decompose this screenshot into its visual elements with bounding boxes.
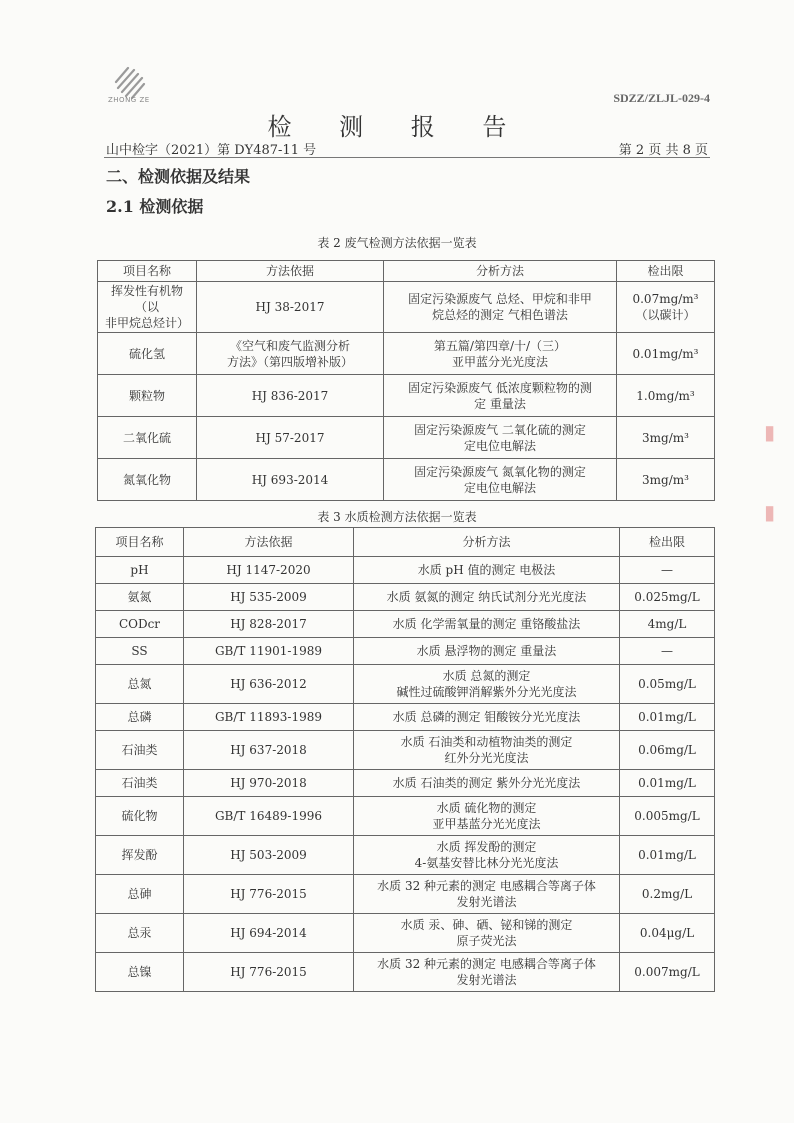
analysis-method-cell: 水质 悬浮物的测定 重量法: [354, 638, 620, 665]
item-name-cell: 硫化氢: [98, 333, 197, 375]
table-row: [96, 914, 715, 953]
table-row: [96, 953, 715, 992]
page-title: 检 测 报 告: [267, 113, 527, 141]
table-row: [98, 333, 715, 375]
table-header-row: [98, 261, 715, 282]
table-row: [96, 731, 715, 770]
table-row: [96, 665, 715, 704]
header-cell: 分析方法: [354, 528, 620, 557]
method-basis-cell: HJ 57-2017: [197, 417, 384, 459]
table-row: [96, 875, 715, 914]
method-basis-cell: HJ 776-2015: [184, 875, 354, 914]
detection-limit-cell: 1.0mg/m³: [617, 375, 715, 417]
detection-limit-cell: 0.06mg/L: [620, 731, 715, 770]
item-name-cell: pH: [96, 557, 184, 584]
analysis-method-cell: 水质 pH 值的测定 电极法: [354, 557, 620, 584]
method-basis-cell: HJ 828-2017: [184, 611, 354, 638]
table-row: [96, 638, 715, 665]
item-name-cell: 挥发酚: [96, 836, 184, 875]
table-header-row: [96, 528, 715, 557]
item-name-cell: 总砷: [96, 875, 184, 914]
method-basis-cell: HJ 535-2009: [184, 584, 354, 611]
table-caption-exhaust: 表 2 废气检测方法依据一览表: [317, 236, 477, 250]
analysis-method-cell: 固定污染源废气 二氧化硫的测定 定电位电解法: [384, 417, 617, 459]
table-row: [98, 417, 715, 459]
report-number: 山中检字（2021）第 DY487-11 号: [106, 143, 317, 158]
detection-limit-cell: —: [620, 557, 715, 584]
analysis-method-cell: 水质 挥发酚的测定 4-氨基安替比林分光光度法: [354, 836, 620, 875]
detection-limit-cell: 0.007mg/L: [620, 953, 715, 992]
analysis-method-cell: 水质 石油类和动植物油类的测定 红外分光光度法: [354, 731, 620, 770]
method-basis-cell: GB/T 11893-1989: [184, 704, 354, 731]
header-cell: 方法依据: [197, 261, 384, 282]
item-name-cell: 总磷: [96, 704, 184, 731]
detection-limit-cell: 0.01mg/m³: [617, 333, 715, 375]
analysis-method-cell: 水质 石油类的测定 紫外分光光度法: [354, 770, 620, 797]
method-basis-cell: HJ 776-2015: [184, 953, 354, 992]
method-basis-cell: HJ 836-2017: [197, 375, 384, 417]
document-code: SDZZ/ZLJL-029-4: [613, 91, 710, 105]
table-row: [96, 557, 715, 584]
analysis-method-cell: 水质 汞、砷、硒、铋和锑的测定 原子荧光法: [354, 914, 620, 953]
table-row: [96, 797, 715, 836]
seal-stamp-fragment: ▮: [764, 420, 776, 444]
item-name-cell: 总氮: [96, 665, 184, 704]
table-caption-water: 表 3 水质检测方法依据一览表: [317, 510, 477, 524]
water-quality-method-table: [95, 527, 715, 992]
analysis-method-cell: 固定污染源废气 氮氧化物的测定 定电位电解法: [384, 459, 617, 501]
detection-limit-cell: 0.05mg/L: [620, 665, 715, 704]
detection-limit-cell: 0.04μg/L: [620, 914, 715, 953]
method-basis-cell: HJ 970-2018: [184, 770, 354, 797]
table-row: [96, 704, 715, 731]
analysis-method-cell: 水质 总氮的测定 碱性过硫酸钾消解紫外分光光度法: [354, 665, 620, 704]
item-name-cell: CODcr: [96, 611, 184, 638]
table-row: [96, 611, 715, 638]
method-basis-cell: GB/T 16489-1996: [184, 797, 354, 836]
item-name-cell: 颗粒物: [98, 375, 197, 417]
method-basis-cell: HJ 1147-2020: [184, 557, 354, 584]
analysis-method-cell: 水质 化学需氧量的测定 重铬酸盐法: [354, 611, 620, 638]
detection-limit-cell: 0.01mg/L: [620, 770, 715, 797]
detection-limit-cell: 4mg/L: [620, 611, 715, 638]
item-name-cell: 总镍: [96, 953, 184, 992]
analysis-method-cell: 水质 32 种元素的测定 电感耦合等离子体 发射光谱法: [354, 953, 620, 992]
table-row: [96, 770, 715, 797]
table-row: [98, 282, 715, 333]
analysis-method-cell: 第五篇/第四章/十/（三） 亚甲蓝分光光度法: [384, 333, 617, 375]
table-row: [96, 584, 715, 611]
subsection-heading: 2.1 检测依据: [106, 197, 204, 216]
table-row: [98, 375, 715, 417]
item-name-cell: 总汞: [96, 914, 184, 953]
item-name-cell: 二氧化硫: [98, 417, 197, 459]
item-name-cell: 硫化物: [96, 797, 184, 836]
header-cell: 检出限: [620, 528, 715, 557]
detection-limit-cell: 0.01mg/L: [620, 704, 715, 731]
analysis-method-cell: 水质 硫化物的测定 亚甲基蓝分光光度法: [354, 797, 620, 836]
method-basis-cell: GB/T 11901-1989: [184, 638, 354, 665]
header-cell: 检出限: [617, 261, 715, 282]
detection-limit-cell: 0.025mg/L: [620, 584, 715, 611]
method-basis-cell: 《空气和废气监测分析 方法》（第四版增补版）: [197, 333, 384, 375]
seal-stamp-fragment: ▮: [764, 500, 776, 524]
method-basis-cell: HJ 693-2014: [197, 459, 384, 501]
method-basis-cell: HJ 503-2009: [184, 836, 354, 875]
logo-text: ZHONG ZE: [108, 96, 150, 104]
analysis-method-cell: 固定污染源废气 低浓度颗粒物的测 定 重量法: [384, 375, 617, 417]
detection-limit-cell: 0.005mg/L: [620, 797, 715, 836]
analysis-method-cell: 水质 32 种元素的测定 电感耦合等离子体 发射光谱法: [354, 875, 620, 914]
item-name-cell: 石油类: [96, 731, 184, 770]
method-basis-cell: HJ 694-2014: [184, 914, 354, 953]
detection-limit-cell: 3mg/m³: [617, 459, 715, 501]
item-name-cell: SS: [96, 638, 184, 665]
header-cell: 分析方法: [384, 261, 617, 282]
detection-limit-cell: 3mg/m³: [617, 417, 715, 459]
table-row: [98, 459, 715, 501]
header-cell: 方法依据: [184, 528, 354, 557]
table-row: [96, 836, 715, 875]
method-basis-cell: HJ 637-2018: [184, 731, 354, 770]
method-basis-cell: HJ 38-2017: [197, 282, 384, 333]
method-basis-cell: HJ 636-2012: [184, 665, 354, 704]
page-number: 第 2 页 共 8 页: [618, 143, 708, 158]
header-cell: 项目名称: [96, 528, 184, 557]
section-heading: 二、检测依据及结果: [106, 167, 251, 186]
header-cell: 项目名称: [98, 261, 197, 282]
item-name-cell: 挥发性有机物（以 非甲烷总烃计）: [98, 282, 197, 333]
item-name-cell: 氨氮: [96, 584, 184, 611]
detection-limit-cell: 0.2mg/L: [620, 875, 715, 914]
exhaust-gas-method-table: [97, 260, 715, 501]
detection-limit-cell: —: [620, 638, 715, 665]
analysis-method-cell: 水质 氨氮的测定 纳氏试剂分光光度法: [354, 584, 620, 611]
detection-limit-cell: 0.07mg/m³ （以碳计）: [617, 282, 715, 333]
analysis-method-cell: 固定污染源废气 总烃、甲烷和非甲 烷总烃的测定 气相色谱法: [384, 282, 617, 333]
header-divider: [104, 157, 710, 158]
item-name-cell: 石油类: [96, 770, 184, 797]
item-name-cell: 氮氧化物: [98, 459, 197, 501]
detection-limit-cell: 0.01mg/L: [620, 836, 715, 875]
analysis-method-cell: 水质 总磷的测定 钼酸铵分光光度法: [354, 704, 620, 731]
